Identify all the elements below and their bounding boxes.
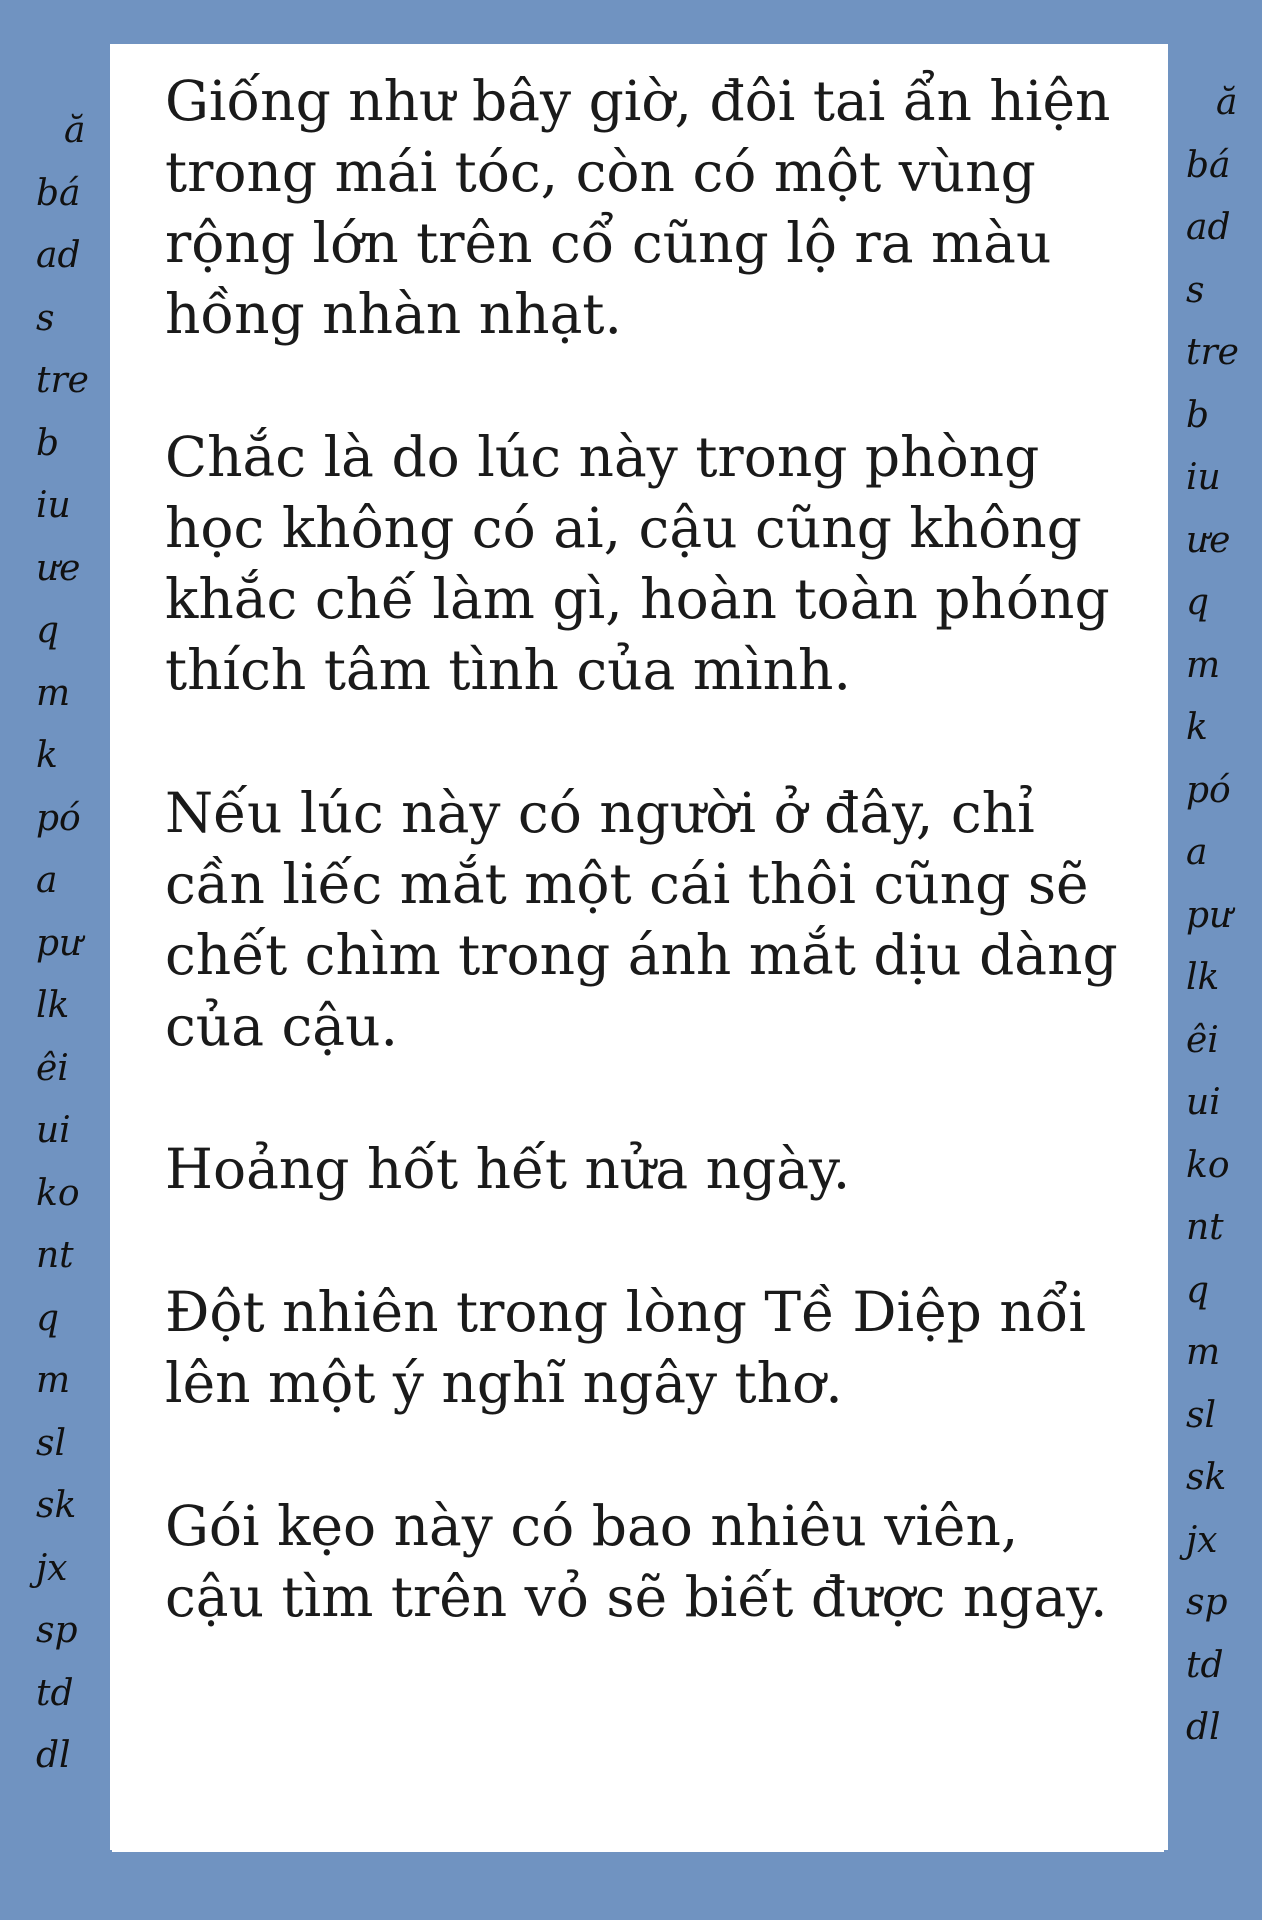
- margin-letter: sp: [36, 1610, 78, 1651]
- margin-letter: b: [1186, 394, 1210, 436]
- margin-letter: m: [36, 672, 71, 714]
- margin-letter: ad: [1186, 207, 1231, 248]
- margin-letter: ad: [36, 235, 81, 276]
- margin-letter: a: [1186, 832, 1208, 873]
- margin-letter: lk: [36, 985, 70, 1026]
- margin-letter: jx: [36, 1547, 68, 1589]
- margin-letter: iu: [36, 485, 71, 526]
- paper-sheet-bottom: [112, 1690, 1164, 1852]
- margin-letter: jx: [1186, 1519, 1218, 1561]
- paragraph-5: Đột nhiên trong lòng Tề Diệp nổi lên một ý nghĩ ngây thơ.: [165, 1280, 1087, 1415]
- left-margin-letters: [36, 100, 116, 1788]
- margin-letter: q: [1186, 1269, 1210, 1311]
- margin-letter: tre: [1186, 332, 1239, 373]
- margin-letter: ko: [1186, 1144, 1230, 1186]
- margin-letter: ă: [1216, 82, 1238, 123]
- margin-letter: q: [36, 610, 60, 651]
- paragraph-1: Giống như bây giờ, đôi tai ẩn hiện trong mái tóc, còn có một vùng rộng lớn trên cổ cũng lộ ra màu hồng nhàn nhạt.: [165, 69, 1111, 346]
- margin-letter: pó: [1186, 769, 1231, 811]
- margin-letter: pó: [36, 797, 81, 839]
- margin-letter: b: [36, 422, 60, 464]
- margin-letter: ui: [1186, 1082, 1221, 1123]
- margin-letter: êi: [36, 1047, 69, 1089]
- margin-letter: dl: [36, 1735, 71, 1776]
- margin-letter: nt: [1186, 1207, 1224, 1248]
- right-margin-letters: [1186, 72, 1262, 1760]
- margin-letter: nt: [36, 1235, 74, 1276]
- margin-letter: sk: [1186, 1457, 1227, 1498]
- margin-letter: k: [1186, 707, 1208, 748]
- margin-letter: sl: [1186, 1394, 1216, 1436]
- margin-letter: ui: [36, 1110, 71, 1151]
- margin-letter: ưe: [1186, 519, 1231, 561]
- margin-letter: q: [1186, 582, 1210, 623]
- margin-letter: sp: [1186, 1582, 1228, 1623]
- margin-letter: dl: [1186, 1707, 1221, 1748]
- margin-letter: ko: [36, 1172, 80, 1214]
- margin-letter: pư: [1186, 894, 1233, 936]
- margin-letter: s: [1186, 269, 1205, 311]
- margin-letter: bá: [1186, 144, 1231, 186]
- margin-letter: a: [36, 860, 58, 901]
- margin-letter: q: [36, 1297, 60, 1339]
- margin-letter: k: [36, 735, 58, 776]
- margin-letter: m: [1186, 644, 1221, 686]
- margin-letter: td: [36, 1672, 74, 1714]
- margin-letter: lk: [1186, 957, 1220, 998]
- paragraph-6: Gói kẹo này có bao nhiêu viên, cậu tìm trên vỏ sẽ biết được ngay.: [165, 1494, 1108, 1629]
- margin-letter: tre: [36, 360, 89, 401]
- margin-letter: m: [36, 1360, 71, 1401]
- margin-letter: sl: [36, 1422, 66, 1464]
- margin-letter: pư: [36, 922, 83, 964]
- margin-letter: iu: [1186, 457, 1221, 498]
- margin-letter: td: [1186, 1644, 1224, 1686]
- margin-letter: m: [1186, 1332, 1221, 1373]
- margin-letter: ưe: [36, 547, 81, 589]
- margin-letter: ă: [64, 110, 86, 151]
- margin-letter: sk: [36, 1485, 77, 1526]
- paragraph-2: Chắc là do lúc này trong phòng học không có ai, cậu cũng không khắc chế làm gì, hoàn toàn phóng thích tâm tình của mình.: [165, 425, 1110, 702]
- paragraph-4: Hoảng hốt hết nửa ngày.: [165, 1137, 851, 1201]
- story-text: [165, 66, 1125, 1705]
- margin-letter: bá: [36, 172, 81, 214]
- margin-letter: s: [36, 297, 55, 339]
- paragraph-3: Nếu lúc này có người ở đây, chỉ cần liếc mắt một cái thôi cũng sẽ chết chìm trong ánh mắt dịu dàng của cậu.: [165, 781, 1118, 1058]
- margin-letter: êi: [1186, 1019, 1219, 1061]
